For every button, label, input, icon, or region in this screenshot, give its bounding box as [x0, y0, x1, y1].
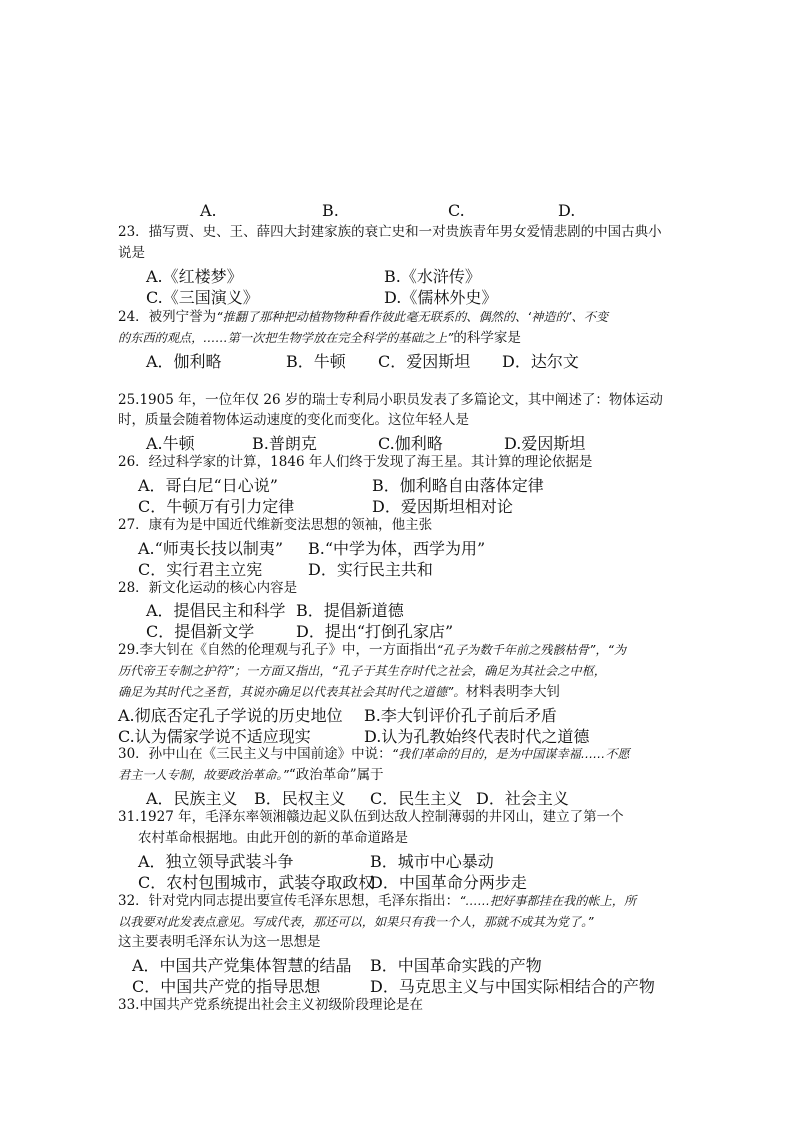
q32-options-row1	[132, 953, 692, 974]
q24-option-c: C．爱因斯坦	[378, 352, 471, 371]
q24-option-b: B．牛顿	[286, 352, 346, 371]
q26-options-row2	[138, 494, 698, 515]
q30-quote-line2: 君主一人专制，故要政治革命。”	[118, 768, 289, 782]
q30-option-a: A．民族主义	[146, 789, 238, 808]
q30-option-c: C．民生主义	[370, 789, 463, 808]
q24-stem-pre: 24．被列宁誉为	[118, 309, 217, 325]
q25-option-c: C.伽利略	[378, 434, 443, 453]
q32-quote-line2: 以我要对此发表点意见。写成代表，那还可以，如果只有我一个人，那就不成其为党了。”	[118, 915, 594, 929]
q24-stem-post: 的科学家是	[453, 330, 521, 346]
q32-stem-line3: 这主要表明毛泽东认为这一思想是	[118, 934, 321, 950]
q23-options-row2	[146, 285, 706, 306]
q26-option-a: A．哥白尼“日心说”	[138, 476, 278, 495]
q32-option-c: C．中国共产党的指导思想	[132, 977, 321, 996]
q24-quote-line1: “推翻了那种把动植物物种看作彼此毫无联系的、偶然的、‘神造的’、不变	[216, 310, 609, 324]
q31-option-b: B．城市中心暴动	[370, 852, 494, 871]
q31-stem-line2: 农村革命根据地。由此开创的新的革命道路是	[138, 830, 408, 846]
q25-option-d: D.爱因斯坦	[504, 434, 586, 453]
q27-stem: 27．康有为是中国近代维新变法思想的领袖，他主张	[118, 517, 433, 533]
q30-option-d: D．社会主义	[476, 789, 569, 808]
q29-option-c: C.认为儒家学说不适应现实	[118, 727, 311, 746]
option-a: A.	[200, 201, 217, 220]
q31-options-row2	[138, 870, 698, 891]
q29-option-b: B.李大钊评价孔子前后矛盾	[364, 706, 557, 725]
q23-option-d: D.《儒林外史》	[384, 288, 498, 307]
q25-options	[146, 431, 706, 452]
q29-stem-pre: 29.李大钊在《自然的伦理观与孔子》中，一方面指出	[118, 642, 437, 658]
q29-quote-line1: “孔子为数千年前之残骸枯骨”，“为	[436, 643, 627, 657]
q23-stem-line2: 说是	[118, 245, 145, 261]
q27-options-row2	[138, 557, 698, 578]
q27-options-row1	[138, 536, 698, 557]
q24-stem-line2	[118, 328, 678, 349]
q26-stem: 26．经过科学家的计算，1846 年人们终于发现了海王星。其计算的理论依据是	[118, 454, 593, 470]
q26-options-row1	[138, 473, 698, 494]
q32-stem-pre: 32．针对党内同志提出要宣传毛泽东思想，毛泽东指出：	[118, 893, 460, 909]
q32-option-b: B．中国革命实践的产物	[370, 956, 542, 975]
q26-option-c: C．牛顿万有引力定律	[138, 497, 295, 516]
q27-option-c: C．实行君主立宪	[138, 560, 263, 579]
q31-option-a: A．独立领导武装斗争	[138, 852, 294, 871]
q29-option-a: A.彻底否定孔子学说的历史地位	[118, 706, 343, 725]
q30-stem-post: “政治革命”属于	[288, 767, 384, 783]
q25-option-a: A.牛顿	[146, 434, 195, 453]
q30-quote-line1: “我们革命的目的，是为中国谋幸福……不愿	[391, 747, 630, 761]
q27-option-b: B.“中学为体，西学为用”	[308, 539, 486, 558]
q29-stem-line3	[118, 682, 678, 703]
q32-options-row2	[132, 974, 692, 995]
q32-option-a: A．中国共产党集体智慧的结晶	[132, 956, 352, 975]
q27-option-d: D．实行民主共和	[308, 560, 433, 579]
q24-quote-line2: 的东西的观点，……第一次把生物学放在完全科学的基础之上”	[118, 331, 454, 345]
option-b: B.	[322, 201, 339, 220]
q25-stem-line2: 时，质量会随着物体运动速度的变化而变化。这位年轻人是	[118, 412, 469, 428]
q28-option-d: D．提出“打倒孔家店”	[296, 622, 454, 641]
q27-option-a: A.“师夷长技以制夷”	[138, 539, 284, 558]
q30-option-b: B．民权主义	[254, 789, 346, 808]
q31-option-d: D．中国革命分两步走	[370, 873, 527, 892]
q29-quote-line2: 历代帝王专制之护符”；一方面又指出，“孔子于其生存时代之社会，确足为其社会之中枢，	[118, 664, 606, 678]
q31-options-row1	[138, 849, 698, 870]
q29-options-row1	[118, 703, 678, 724]
q32-quote-line1: “……把好事都挂在我的帐上，所	[459, 894, 637, 908]
q31-option-c: C．农村包围城市，武装夺取政权	[138, 873, 375, 892]
q30-stem-pre: 30．孙中山在《三民主义与中国前途》中说：	[118, 746, 392, 762]
q33-stem: 33.中国共产党系统提出社会主义初级阶段理论是在	[118, 997, 423, 1013]
q23-option-b: B.《水浒传》	[384, 267, 481, 286]
q24-option-d: D．达尔文	[502, 352, 579, 371]
q28-options-row1	[146, 598, 706, 619]
q26-option-b: B．伽利略自由落体定律	[372, 476, 544, 495]
option-c: C.	[448, 201, 465, 220]
q30-stem-line2	[118, 765, 678, 786]
q31-stem-line1: 31.1927 年，毛泽东率领湘赣边起义队伍到达敌人控制薄弱的井冈山，建立了第一个	[118, 809, 624, 825]
q32-stem-line1	[118, 891, 678, 912]
q28-option-a: A．提倡民主和科学	[146, 601, 286, 620]
q32-option-d: D．马克思主义与中国实际相结合的产物	[370, 977, 655, 996]
q23-option-c: C.《三国演义》	[146, 288, 259, 307]
q30-stem-line1	[118, 744, 678, 765]
option-d: D.	[558, 201, 576, 220]
q24-options	[146, 349, 706, 370]
q29-stem-post: 材料表明李大钊	[465, 684, 561, 700]
q28-options-row2	[146, 619, 706, 640]
q29-option-d: D.认为孔教始终代表时代之道德	[364, 727, 590, 746]
q30-options	[146, 786, 706, 807]
q26-option-d: D．爱因斯坦相对论	[372, 497, 513, 516]
q23-option-a: A.《红楼梦》	[146, 267, 243, 286]
q24-stem-line1	[118, 307, 678, 328]
q23-options-row1	[146, 264, 706, 285]
q24-option-a: A．伽利略	[146, 352, 222, 371]
q25-stem-line1: 25.1905 年，一位年仅 26 岁的瑞士专利局小职员发表了多篇论文，其中阐述了：物体运动	[118, 392, 663, 408]
q25-option-b: B.普朗克	[252, 434, 317, 453]
q29-options-row2	[118, 724, 678, 745]
q28-option-b: B．提倡新道德	[296, 601, 404, 620]
prev-options	[200, 201, 760, 222]
q23-stem-line1: 23．描写贾、史、王、薛四大封建家族的衰亡史和一对贵族青年男女爱情悲剧的中国古典小	[118, 224, 662, 240]
q28-stem: 28．新文化运动的核心内容是	[118, 580, 298, 596]
q29-stem-line1	[118, 640, 678, 661]
q28-option-c: C．提倡新文学	[146, 622, 255, 641]
q29-quote-line3: 确足为其时代之圣哲，其说亦确足以代表其社会其时代之道德”。	[118, 685, 466, 699]
